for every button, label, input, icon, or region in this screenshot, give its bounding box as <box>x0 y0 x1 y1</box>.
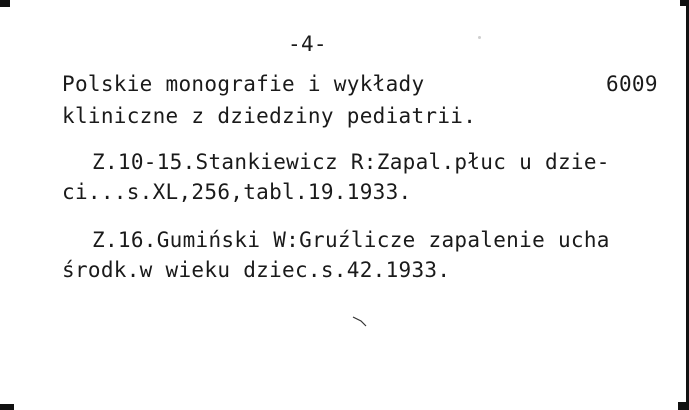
entry-2-line-2: środk.w wieku dziec.s.42.1933. <box>62 258 451 282</box>
series-title-line-1: Polskie monografie i wykłady <box>62 72 425 96</box>
pencil-mark <box>352 316 368 328</box>
entry-1-line-1: Z.10-15.Stankiewicz R:Zapal.płuc u dzie- <box>92 150 610 174</box>
corner-mark <box>0 404 14 410</box>
paper-speck <box>478 36 481 39</box>
entry-2-line-1: Z.16.Gumiński W:Gruźlicze zapalenie ucha <box>92 228 610 252</box>
series-title-line-2: kliniczne z dziedziny pediatrii. <box>62 104 477 128</box>
page-number: -4- <box>288 32 327 56</box>
entry-1-line-2: ci...s.XL,256,tabl.19.1933. <box>62 180 412 204</box>
catalog-number: 6009 <box>606 72 658 96</box>
corner-mark <box>678 402 686 410</box>
corner-mark <box>680 0 686 6</box>
corner-mark <box>0 0 10 7</box>
